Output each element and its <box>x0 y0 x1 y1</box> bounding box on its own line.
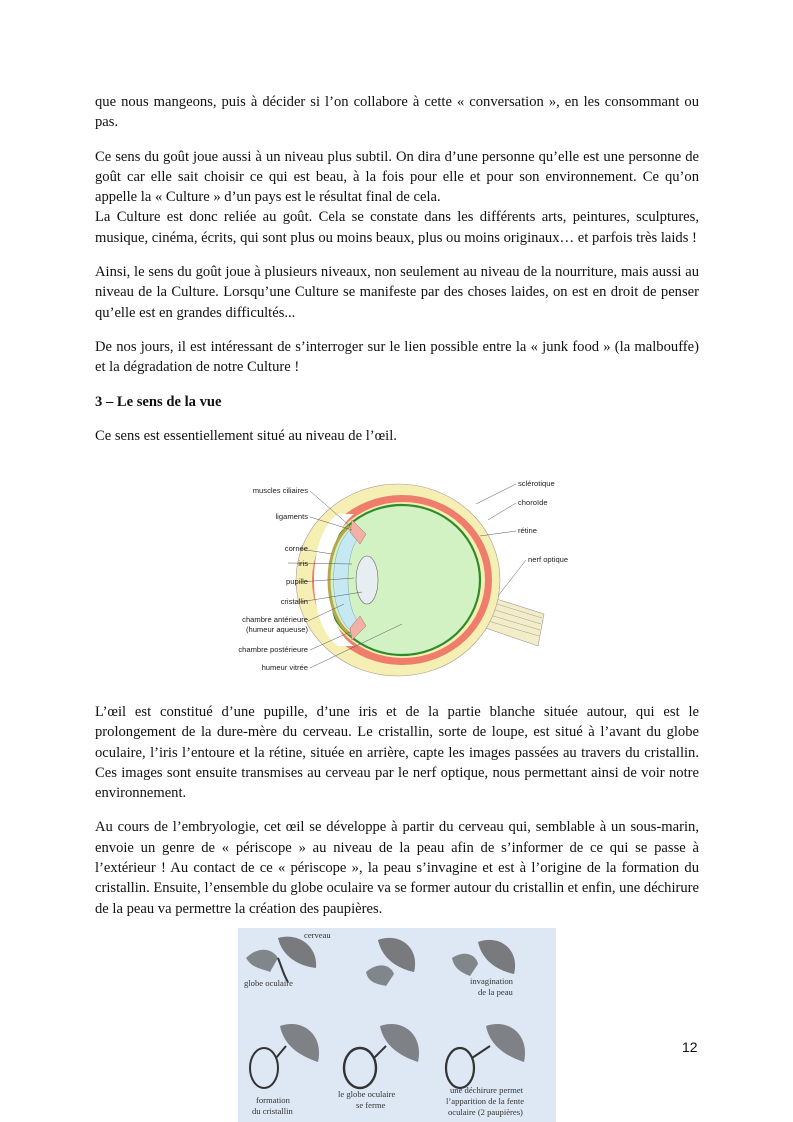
label-de-la-peau: de la peau <box>478 987 513 997</box>
section-intro: Ce sens est essentiellement situé au niveau de l’œil. <box>95 427 397 444</box>
paragraph: Ce sens du goût joue aussi à un niveau plus subtil. On dira d’une personne qu’elle est une personne de goût car elle sait choisir ce qui est beau, à la fois pour elle et pour son environnement. Ce qu’on appelle la « Culture » d’un pays est le résultat final de cela. <box>95 148 699 206</box>
paragraph: L’œil est constitué d’une pupille, d’une iris et de la partie blanche située autour, qui est le prolongement de la dure-mère du cerveau. Le cristallin, sorte de loupe, est situé à l’avant du globe oculaire, l’iris l’entoure et la rétine, située en arrière, capte les images passées au travers du cristallin. Ces images sont ensuite transmises au cerveau par le nerf optique, nous permettant ainsi de voir notre environnement. <box>95 704 699 802</box>
label-cornee: cornée <box>284 544 308 553</box>
page-body <box>95 92 699 460</box>
label-invagination: invagination <box>470 976 513 986</box>
label-iris: iris <box>298 559 308 568</box>
label-humeur-vitree: humeur vitrée <box>261 663 308 672</box>
label-humeur-aqueuse: (humeur aqueuse) <box>245 625 308 634</box>
label-apparition: l’apparition de la fente <box>446 1096 525 1106</box>
label-cristallin: cristallin <box>280 597 308 606</box>
label-le-globe-oculaire: le globe oculaire <box>338 1089 396 1099</box>
label-une-dechirure: une déchirure permet <box>450 1085 524 1095</box>
label-chambre-anterieure: chambre antérieure <box>242 615 308 624</box>
label-fente-oculaire: oculaire (2 paupières) <box>448 1107 523 1117</box>
paragraph: Au cours de l’embryologie, cet œil se développe à partir du cerveau qui, semblable à un sous-marin, envoie un genre de « périscope » au niveau de la peau afin de s’informer de ce qui se passe à l’extérieur ! Au contact de ce « périscope », la peau s’invagine et est à l’origine de la formation du cristallin. Ensuite, l’ensemble du globe oculaire va se former autour du cristallin et enfin, une déchirure de la peau va permettre la création des paupières. <box>95 819 699 917</box>
label-cerveau: cerveau <box>304 930 331 940</box>
eye-diagram <box>226 474 576 682</box>
label-retine: rétine <box>518 526 537 535</box>
paragraph: La Culture est donc reliée au goût. Cela se constate dans les différents arts, peintures, sculptures, musique, cinéma, écrits, qui sont plus ou moins beaux, plus ou moins originaux… et parfois très laids ! <box>95 209 699 246</box>
label-pupille: pupille <box>286 577 308 586</box>
section-heading: 3 – Le sens de la vue <box>95 393 222 410</box>
label-globe-oculaire: globe oculaire <box>244 978 293 988</box>
label-du-cristallin: du cristallin <box>252 1106 293 1116</box>
paragraph: que nous mangeons, puis à décider si l’on collabore à cette « conversation », en les consommant ou pas. <box>95 94 699 131</box>
page-body-lower <box>95 702 699 933</box>
page-number: 12 <box>682 1039 698 1055</box>
label-choroide: choroïde <box>518 498 548 507</box>
label-chambre-posterieure: chambre postérieure <box>238 645 308 654</box>
paragraph: De nos jours, il est intéressant de s’interroger sur le lien possible entre la « junk food » (la malbouffe) et la dégradation de notre Culture ! <box>95 338 699 376</box>
label-sclerotique: sclérotique <box>518 479 555 488</box>
label-muscles-ciliaires: muscles ciliaires <box>252 486 308 495</box>
label-se-ferme: se ferme <box>356 1100 386 1110</box>
label-ligaments: ligaments <box>275 512 308 521</box>
embryology-diagram <box>238 928 556 1122</box>
label-nerf-optique: nerf optique <box>528 555 569 564</box>
label-formation: formation <box>256 1095 290 1105</box>
paragraph: Ainsi, le sens du goût joue à plusieurs niveaux, non seulement au niveau de la nourriture, mais aussi au niveau de la Culture. Lorsqu’une Culture se manifeste par des choses laides, on est en droit de penser qu’elle est en grandes difficultés... <box>95 264 699 321</box>
